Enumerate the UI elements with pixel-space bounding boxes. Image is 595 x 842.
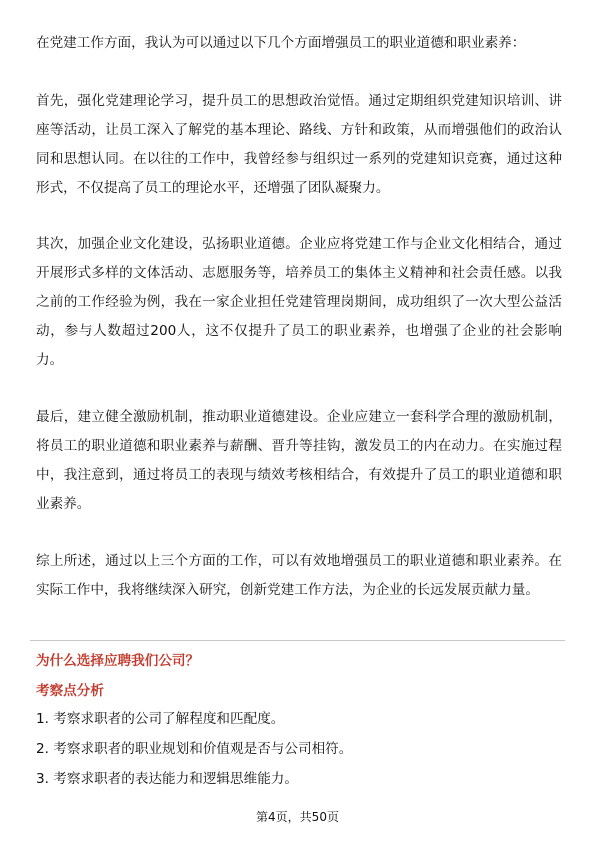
paragraph-summary: 综上所述，通过以上三个方面的工作，可以有效地增强员工的职业道德和职业素养。在实际工作中，我将继续深入研究，创新党建工作方法，为企业的长远发展贡献力量。 xyxy=(36,553,562,598)
section-divider xyxy=(30,640,565,641)
paragraph-first: 首先，强化党建理论学习，提升员工的思想政治觉悟。通过定期组织党建知识培训、讲座等活动，让员工深入了解党的基本理论、路线、方针和政策，从而增强他们的政治认同和思想认同。在以往的工作中，我曾经参与组织过一系列的党建知识竞赛，通过这种形式，不仅提高了员工的理论水平，还增强了团队凝聚力。 xyxy=(36,93,562,196)
question-title: 为什么选择应聘我们公司？ xyxy=(36,653,200,669)
analysis-point: 2. 考察求职者的职业规划和价值观是否与公司相符。 xyxy=(36,741,353,757)
paragraph-second: 其次，加强企业文化建设，弘扬职业道德。企业应将党建工作与企业文化相结合，通过开展形式多样的文体活动、志愿服务等，培养员工的集体主义精神和社会责任感。以我之前的工作经验为例，我在一家企业担任党建管理岗期间，成功组织了一次大型公益活动，参与人数超过200人，这不仅提升了员工的职业素养，也增强了企业的社会影响力。 xyxy=(36,236,562,368)
intro-paragraph: 在党建工作方面，我认为可以通过以下几个方面增强员工的职业道德和职业素养： xyxy=(36,35,526,51)
page-footer: 第4页，共50页 xyxy=(256,810,339,824)
analysis-heading: 考察点分析 xyxy=(36,683,104,699)
analysis-point: 3. 考察求职者的表达能力和逻辑思维能力。 xyxy=(36,771,298,787)
analysis-point: 1. 考察求职者的公司了解程度和匹配度。 xyxy=(36,711,285,727)
paragraph-third: 最后，建立健全激励机制，推动职业道德建设。企业应建立一套科学合理的激励机制，将员工的职业道德和职业素养与薪酬、晋升等挂钩，激发员工的内在动力。在实施过程中，我注意到，通过将员工的表现与绩效考核相结合，有效提升了员工的职业道德和职业素养。 xyxy=(36,409,562,512)
analysis-points-list xyxy=(36,704,562,794)
